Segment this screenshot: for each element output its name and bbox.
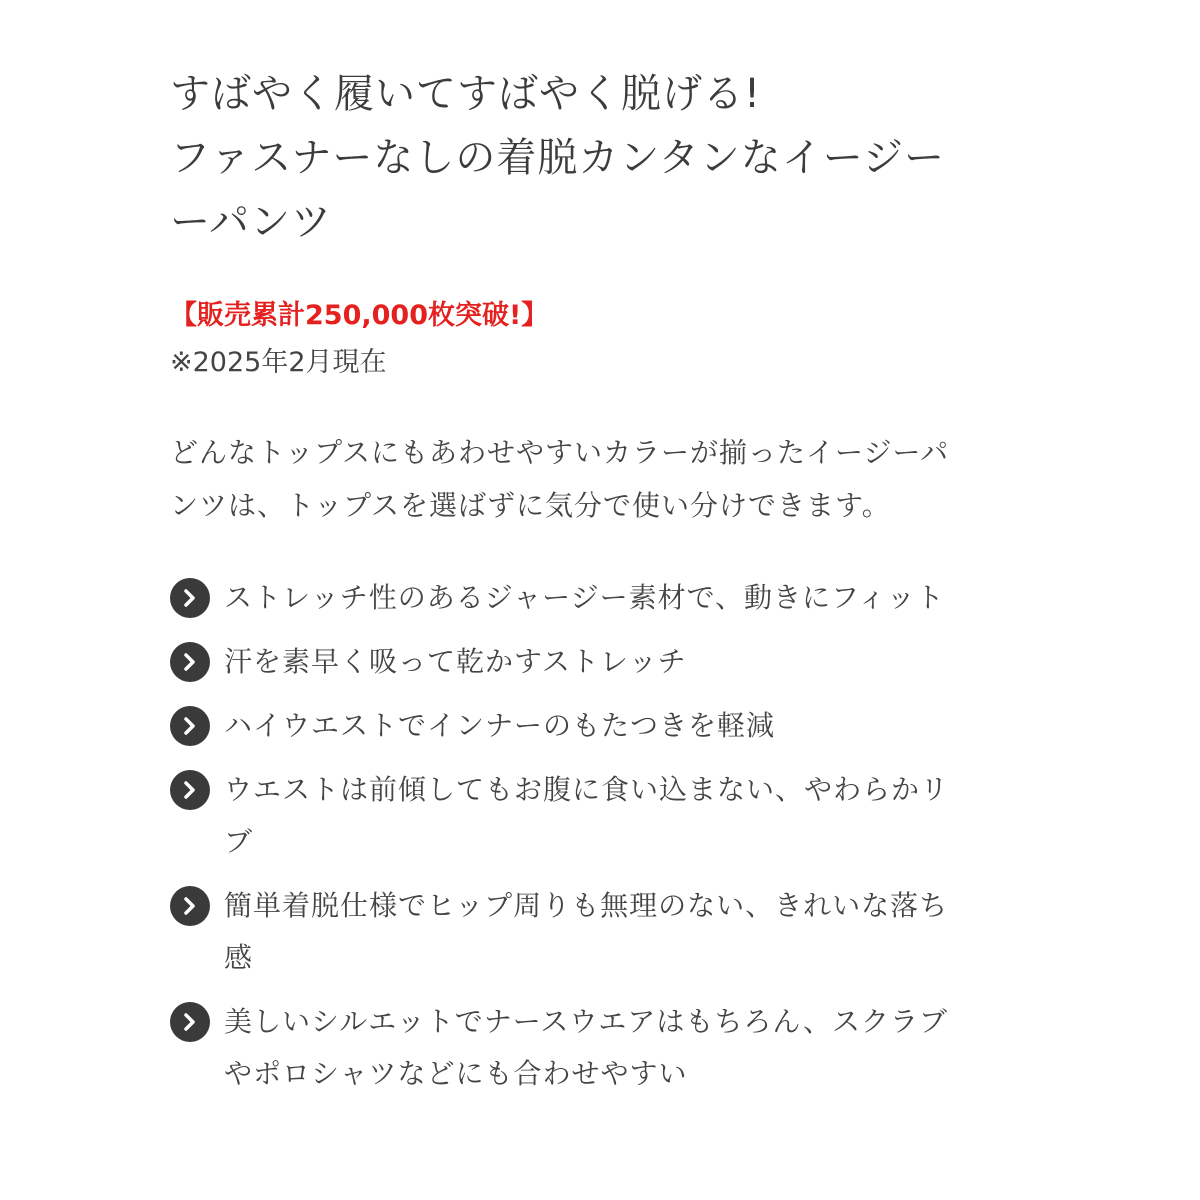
list-item <box>170 572 970 624</box>
feature-text: ストレッチ性のあるジャージー素材で、動きにフィット <box>224 581 945 614</box>
chevron-right-circle-icon <box>170 642 210 682</box>
description-text: どんなトップスにもあわせやすいカラーが揃ったイージーパンツは、トップスを選ばずに気分で使い分けできます。 <box>170 436 950 522</box>
date-note: ※2025年2月現在 <box>170 347 387 378</box>
headline-line-3: ーパンツ <box>170 199 332 245</box>
list-item <box>170 764 970 868</box>
feature-list <box>170 572 970 1100</box>
chevron-right-circle-icon <box>170 770 210 810</box>
feature-text: 美しいシルエットでナースウエアはもちろん、スクラブやポロシャツなどにも合わせやすい <box>224 1005 949 1090</box>
chevron-right-circle-icon <box>170 886 210 926</box>
list-item <box>170 996 970 1100</box>
feature-text: 汗を素早く吸って乾かすストレッチ <box>224 645 687 678</box>
feature-text: ウエストは前傾してもお腹に食い込まない、やわらかリブ <box>224 773 950 858</box>
list-item <box>170 700 970 752</box>
list-item <box>170 636 970 688</box>
chevron-right-circle-icon <box>170 1002 210 1042</box>
feature-text: ハイウエストでインナーのもたつきを軽減 <box>224 709 776 742</box>
headline <box>170 62 970 254</box>
headline-line-2: ファスナーなしの着脱カンタンなイージー <box>170 135 945 181</box>
chevron-right-circle-icon <box>170 706 210 746</box>
product-description <box>170 62 970 1112</box>
feature-text: 簡単着脱仕様でヒップ周りも無理のない、きれいな落ち感 <box>224 889 949 974</box>
list-item <box>170 880 970 984</box>
chevron-right-circle-icon <box>170 578 210 618</box>
sales-badge: 【販売累計250,000枚突破!】 <box>170 300 549 331</box>
headline-line-1: すばやく履いてすばやく脱げる! <box>170 71 762 117</box>
